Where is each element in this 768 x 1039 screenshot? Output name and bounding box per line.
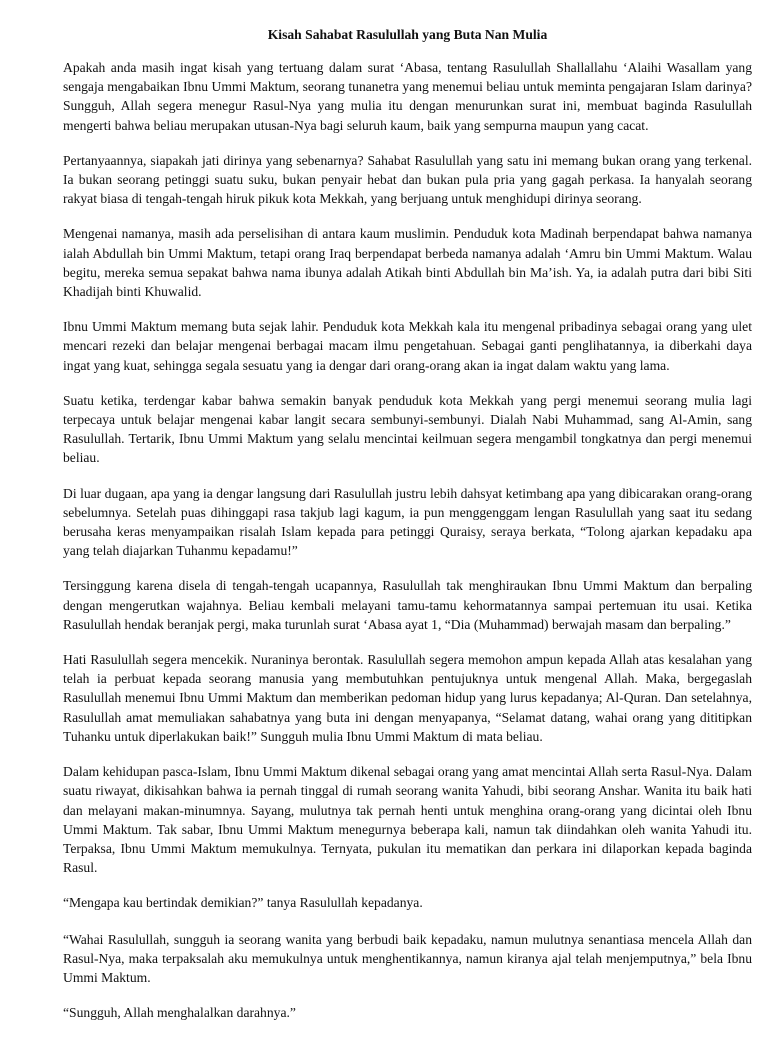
paragraph-4: Ibnu Ummi Maktum memang buta sejak lahir. Penduduk kota Mekkah kala itu mengenal pribadinya sebagai orang yang ulet mencari rezeki dan belajar mengenai berbagai macam ilmu pengetahuan. Sebagai ganti penglihatannya, ia diberkahi daya ingat yang kuat, sehingga segala sesuatu yang ia dengar dari orang-orang akan ia ingat dalam waktu yang lama.	[63, 319, 752, 373]
paragraph-11: “Wahai Rasulullah, sungguh ia seorang wanita yang berbudi baik kepadaku, namun mulutnya senantiasa mencela Allah dan Rasul-Nya, maka terpaksalah aku memukulnya untuk menghentikannya, namun kiranya ajal telah menjemputnya,” bela Ibnu Ummi Maktum.	[63, 931, 752, 985]
document-page	[63, 26, 752, 1039]
paragraph-3: Mengenai namanya, masih ada perselisihan di antara kaum muslimin. Penduduk kota Madinah berpendapat bahwa namanya ialah Abdullah bin Ummi Maktum, tetapi orang Iraq berpendapat berbeda namanya adalah ‘Amru bin Ummi Maktum. Walau begitu, mereka semua sepakat bahwa nama ibunya adalah Atikah binti Abdullah bin Ma’ish. Ya, ia adalah putra dari bibi Siti Khadijah binti Khuwalid.	[63, 226, 752, 300]
paragraph-12: “Sungguh, Allah menghalalkan darahnya.”	[63, 1005, 296, 1021]
paragraph-7: Tersinggung karena disela di tengah-tengah ucapannya, Rasulullah tak menghiraukan Ibnu Ummi Maktum dan berpaling dengan mengerutkan wajahnya. Beliau kembali melayani tamu-tamu kehormatannya sampai pertemuan itu usai. Ketika Rasulullah hendak beranjak pergi, maka turunlah surat ‘Abasa ayat 1, “Dia (Muhammad) berwajah masam dan berpaling.”	[63, 578, 752, 632]
paragraph-9: Dalam kehidupan pasca-Islam, Ibnu Ummi Maktum dikenal sebagai orang yang amat mencintai Allah serta Rasul-Nya. Dalam suatu riwayat, dikisahkan bahwa ia pernah tinggal di rumah seorang wanita Yahudi, bibi seorang Anshar. Wanita itu baik hati dan melayani makan-minumnya. Sayang, mulutnya tak pernah henti untuk menghina orang-orang yang dicintai oleh Ibnu Ummi Maktum. Tak sabar, Ibnu Ummi Maktum menegurnya beberapa kali, namun tak diindahkan oleh wanita Yahudi itu. Terpaksa, Ibnu Ummi Maktum memukulnya. Ternyata, pukulan itu mematikan dan perkara ini dilaporkan kepada baginda Rasul.	[63, 764, 752, 876]
paragraph-10: “Mengapa kau bertindak demikian?” tanya Rasulullah kepadanya.	[63, 895, 423, 911]
paragraph-2: Pertanyaannya, siapakah jati dirinya yang sebenarnya? Sahabat Rasulullah yang satu ini memang bukan orang yang terkenal. Ia bukan seorang petinggi suatu suku, bukan penyair hebat dan bukan pula pria yang gagah perkasa. Ia hanyalah seorang rakyat biasa di tengah-tengah hiruk pikuk kota Mekkah, yang berjuang untuk menghidupi dirinya seorang.	[63, 152, 752, 207]
paragraph-6: Di luar dugaan, apa yang ia dengar langsung dari Rasulullah justru lebih dahsyat ketimbang apa yang dibicarakan orang-orang sebelumnya. Setelah puas dihinggapi rasa takjub lagi kagum, ia pun menggenggam lengan Rasulullah yang saat itu sedang berusaha keras menyampaikan risalah Islam kepada para petinggi Quraisy, seraya berkata, “Tolong ajarkan kepadaku apa yang telah diajarkan Tuhanmu kepadamu!”	[63, 485, 752, 559]
paragraph-8: Hati Rasulullah segera mencekik. Nuraninya berontak. Rasulullah segera memohon ampun kepada Allah atas kesalahan yang telah ia perbuat kepada seorang manusia yang membutuhkan pentujuknya untuk mengenal Allah. Maka, bergegaslah Rasulullah menemui Ibnu Ummi Maktum dan memberikan pedoman hidup yang lurus kepadanya; Al-Quran. Dan setelahnya, Rasulullah amat memuliakan sahabatnya yang buta ini dengan menyapanya, “Selamat datang, wahai orang yang dititipkan Tuhanku untuk diperlakukan baik!” Sungguh mulia Ibnu Ummi Maktum di mata beliau.	[63, 652, 752, 744]
paragraph-1: Apakah anda masih ingat kisah yang tertuang dalam surat ‘Abasa, tentang Rasulullah Shallallahu ‘Alaihi Wasallam yang sengaja mengabaikan Ibnu Ummi Maktum, seorang tunanetra yang menemui beliau untuk meminta pengajaran Islam darinya? Sungguh, Allah segera menegur Rasul-Nya yang mulia itu dengan menurunkan surat ini, membuat baginda Rasulullah mengerti bahwa beliau merupakan utusan-Nya bagi seluruh kaum, baik yang sempurna maupun yang cacat.	[63, 60, 752, 133]
document-title: Kisah Sahabat Rasulullah yang Buta Nan Mulia	[267, 27, 548, 42]
paragraph-5: Suatu ketika, terdengar kabar bahwa semakin banyak penduduk kota Mekkah yang pergi menemui seorang mulia lagi terpecaya untuk belajar mengenai kabar langit secara sembunyi-sembunyi. Dialah Nabi Muhammad, sang Al-Amin, sang Rasulullah. Tertarik, Ibnu Ummi Maktum yang selalu mencintai keilmuan segera mengambil tongkatnya dan pergi menemui beliau.	[63, 392, 752, 466]
